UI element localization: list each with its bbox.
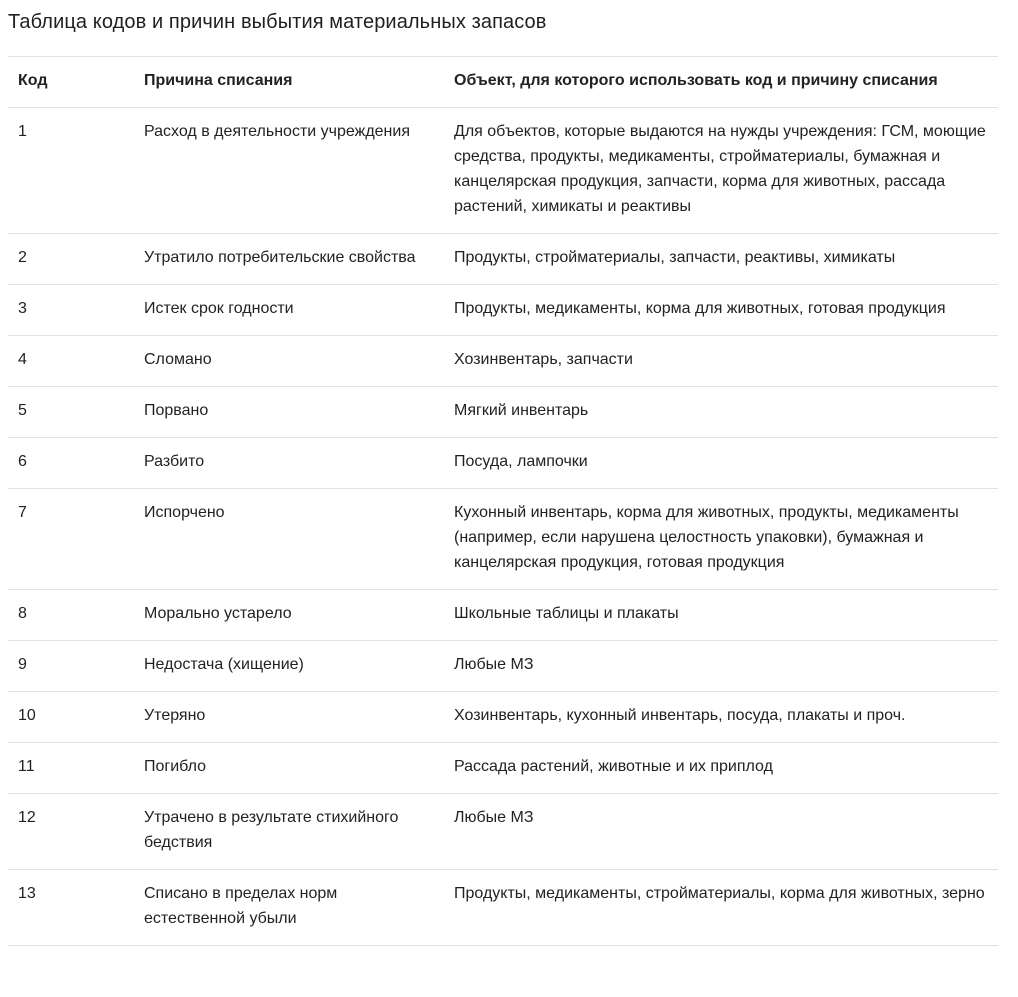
cell-reason: Утратило потребительские свойства bbox=[144, 249, 416, 266]
table-row bbox=[8, 489, 998, 590]
table-row bbox=[8, 387, 998, 438]
cell-reason: Утрачено в результате стихийного бедствия bbox=[144, 809, 399, 851]
cell-object: Хозинвентарь, запчасти bbox=[454, 351, 633, 368]
cell-reason: Утеряно bbox=[144, 707, 206, 724]
cell-reason: Сломано bbox=[144, 351, 212, 368]
cell-reason: Истек срок годности bbox=[144, 300, 294, 317]
header-object: Объект, для которого использовать код и причину списания bbox=[454, 72, 938, 89]
cell-object: Рассада растений, животные и их приплод bbox=[454, 758, 773, 775]
cell-reason: Морально устарело bbox=[144, 605, 292, 622]
cell-object: Любые МЗ bbox=[454, 809, 534, 826]
cell-object: Хозинвентарь, кухонный инвентарь, посуда, плакаты и проч. bbox=[454, 707, 906, 724]
cell-reason: Порвано bbox=[144, 402, 209, 419]
page-title: Таблица кодов и причин выбытия материальных запасов bbox=[8, 11, 547, 33]
table-row bbox=[8, 336, 998, 387]
cell-code: 10 bbox=[18, 707, 36, 724]
cell-reason: Недостача (хищение) bbox=[144, 656, 304, 673]
cell-object: Школьные таблицы и плакаты bbox=[454, 605, 679, 622]
cell-code: 8 bbox=[18, 605, 27, 622]
cell-reason: Испорчено bbox=[144, 504, 225, 521]
cell-code: 7 bbox=[18, 504, 27, 521]
cell-reason: Списано в пределах норм естественной убыли bbox=[144, 885, 338, 927]
cell-code: 5 bbox=[18, 402, 27, 419]
table-row bbox=[8, 692, 998, 743]
cell-object: Продукты, стройматериалы, запчасти, реактивы, химикаты bbox=[454, 249, 896, 266]
table-row bbox=[8, 108, 998, 234]
table-row bbox=[8, 234, 998, 285]
table-row bbox=[8, 870, 998, 946]
cell-object: Посуда, лампочки bbox=[454, 453, 588, 470]
header-reason: Причина списания bbox=[144, 72, 293, 89]
table-row bbox=[8, 794, 998, 870]
cell-reason: Разбито bbox=[144, 453, 205, 470]
cell-reason: Погибло bbox=[144, 758, 207, 775]
table-header-row bbox=[8, 57, 998, 108]
cell-code: 1 bbox=[18, 123, 27, 140]
write-off-codes-table bbox=[8, 56, 998, 946]
table-row bbox=[8, 743, 998, 794]
cell-object: Для объектов, которые выдаются на нужды учреждения: ГСМ, моющие средства, продукты, медикаменты, стройматериалы, бумажная и канцелярская продукция, запчасти, корма для животных, рассада растений, химикаты и реактивы bbox=[454, 123, 986, 215]
cell-object: Продукты, медикаменты, корма для животных, готовая продукция bbox=[454, 300, 946, 317]
cell-code: 11 bbox=[18, 758, 35, 775]
header-code: Код bbox=[18, 72, 48, 89]
cell-code: 6 bbox=[18, 453, 27, 470]
cell-code: 3 bbox=[18, 300, 27, 317]
cell-object: Кухонный инвентарь, корма для животных, продукты, медикаменты (например, если нарушена целостность упаковки), бумажная и канцелярская продукция, готовая продукция bbox=[454, 504, 959, 571]
table-row bbox=[8, 438, 998, 489]
cell-code: 9 bbox=[18, 656, 27, 673]
table-row bbox=[8, 285, 998, 336]
cell-code: 2 bbox=[18, 249, 27, 266]
table-row bbox=[8, 641, 998, 692]
cell-object: Мягкий инвентарь bbox=[454, 402, 589, 419]
cell-code: 4 bbox=[18, 351, 27, 368]
cell-object: Продукты, медикаменты, стройматериалы, корма для животных, зерно bbox=[454, 885, 985, 902]
cell-reason: Расход в деятельности учреждения bbox=[144, 123, 410, 140]
cell-object: Любые МЗ bbox=[454, 656, 534, 673]
table-row bbox=[8, 590, 998, 641]
cell-code: 13 bbox=[18, 885, 36, 902]
cell-code: 12 bbox=[18, 809, 36, 826]
